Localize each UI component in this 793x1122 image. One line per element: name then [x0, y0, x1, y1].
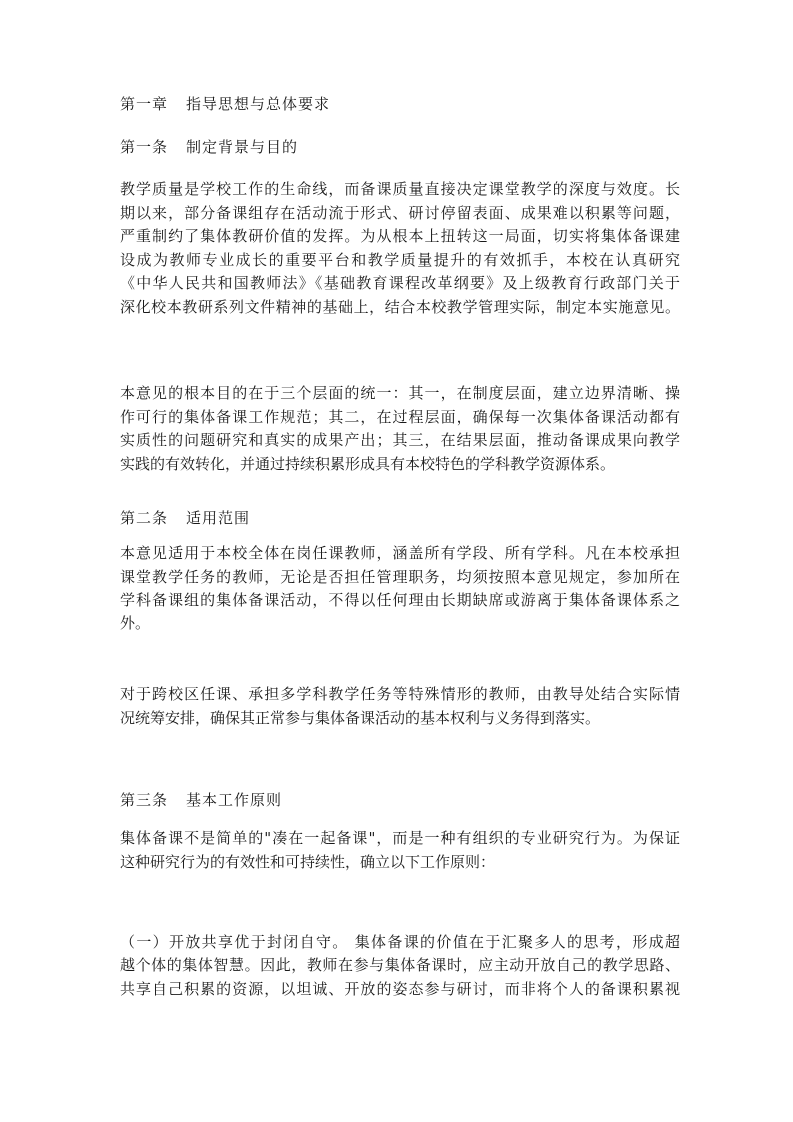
- text-line: 学科备课组的集体备课活动，不得以任何理由长期缺席或游离于集体备课体系之: [120, 591, 680, 609]
- article-number: 第二条: [120, 509, 169, 527]
- text-line: 对于跨校区任课、承担多学科教学任务等特殊情形的教师，由教导处结合实际情: [120, 685, 680, 703]
- article-title: 基本工作原则: [186, 791, 283, 809]
- text-line: 作可行的集体备课工作规范；其二，在过程层面，确保每一次集体备课活动都有: [120, 408, 680, 426]
- chapter-title: 指导思想与总体要求: [186, 95, 331, 113]
- text-line: 实践的有效转化，并通过持续积累形成具有本校特色的学科教学资源体系。: [120, 455, 616, 473]
- text-line: 严重制约了集体教研价值的发挥。为从根本上扭转这一局面，切实将集体备课建: [120, 227, 680, 245]
- text-line: 设成为教师专业成长的重要平台和教学质量提升的有效抓手，本校在认真研究: [120, 251, 680, 269]
- article-title: 适用范围: [186, 509, 251, 527]
- text-line: 本意见适用于本校全体在岗任课教师，涵盖所有学段、所有学科。凡在本校承担: [120, 544, 680, 562]
- text-line: 外。: [120, 614, 151, 632]
- text-line: 集体备课不是简单的"凑在一起备课"，而是一种有组织的专业研究行为。为保证: [120, 829, 680, 847]
- text-line: 深化校本教研系列文件精神的基础上，结合本校教学管理实际，制定本实施意见。: [120, 298, 680, 316]
- text-line: 本意见的根本目的在于三个层面的统一：其一，在制度层面，建立边界清晰、操: [120, 384, 680, 402]
- article-title: 制定背景与目的: [186, 138, 299, 156]
- text-line: 况统筹安排，确保其正常参与集体备课活动的基本权利与义务得到落实。: [120, 709, 601, 727]
- chapter-heading: [120, 93, 680, 115]
- text-line: 实质性的问题研究和真实的成果产出；其三，在结果层面，推动备课成果向教学: [120, 431, 680, 449]
- text-line: 越个体的集体智慧。因此，教师在参与集体备课时，应主动开放自己的教学思路、: [120, 956, 680, 974]
- article-number: 第三条: [120, 791, 169, 809]
- text-line: 教学质量是学校工作的生命线，而备课质量直接决定课堂教学的深度与效度。长: [120, 180, 680, 198]
- text-line: 共享自己积累的资源，以坦诚、开放的姿态参与研讨，而非将个人的备课积累视: [120, 980, 680, 998]
- text-line: （一）开放共享优于封闭自守。 集体备课的价值在于汇聚多人的思考，形成超: [120, 933, 680, 951]
- article-number: 第一条: [120, 138, 169, 156]
- article-heading: [120, 789, 680, 811]
- text-line: 期以来，部分备课组存在活动流于形式、研讨停留表面、成果难以积累等问题，: [120, 204, 680, 222]
- text-line: 《中华人民共和国教师法》《基础教育课程改革纲要》及上级教育行政部门关于: [120, 274, 680, 292]
- text-line: 课堂教学任务的教师，无论是否担任管理职务，均须按照本意见规定，参加所在: [120, 568, 680, 586]
- chapter-number: 第一章: [120, 95, 169, 113]
- text-line: 这种研究行为的有效性和可持续性，确立以下工作原则：: [120, 853, 496, 871]
- article-heading: [120, 136, 680, 158]
- article-heading: [120, 507, 680, 529]
